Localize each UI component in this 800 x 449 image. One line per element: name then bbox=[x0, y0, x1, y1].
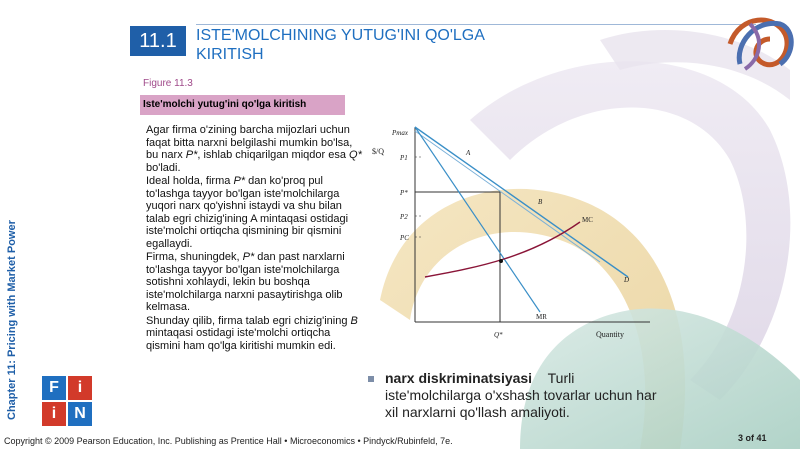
figure-caption: Iste'molchi yutug'ini qo'lga kiritish bbox=[143, 99, 307, 110]
bullet-icon bbox=[368, 376, 374, 382]
chapter-sidebar-label: Chapter 11: Pricing with Market Power bbox=[6, 220, 18, 420]
demand-label: D bbox=[624, 276, 630, 284]
mc-label: MC bbox=[582, 216, 593, 224]
definition-text: Turli iste'molchilarga o'xshash tovarlar uchun har xil narxlarni qo'llash amaliyoti. bbox=[385, 370, 657, 420]
tick-pstar: P* bbox=[400, 189, 408, 197]
logo-cell-n: N bbox=[68, 402, 92, 426]
consumer-surplus-chart bbox=[360, 122, 660, 342]
title-rule bbox=[196, 24, 756, 25]
paragraph-4: Shunday qilib, firma talab egri chizig'ining B mintaqasi ostidagi iste'molchi ortiqcha qismini ham qo'lga kiritishi mumkin edi. bbox=[146, 314, 358, 352]
tick-pc: PC bbox=[400, 234, 409, 242]
region-b-label: B bbox=[538, 198, 543, 206]
demand-line-2 bbox=[415, 131, 600, 262]
definition-bullet bbox=[368, 370, 668, 421]
slide-title-line2: KIRITISH bbox=[196, 46, 264, 63]
paragraph-2: Ideal holda, firma P* dan ko'proq pul to'lashga tayyor bo'lgan iste'molchilarga yuqori narx qo'yishni istaydi va shu bilan talab egri chizig'ining A mintaqasi ostidagi iste'molchi ortiqcha qismining bir qismini egallaydi. bbox=[146, 175, 349, 250]
tick-p1: P1 bbox=[400, 154, 408, 162]
mr-line bbox=[415, 127, 540, 312]
x-axis-label: Quantity bbox=[596, 330, 624, 339]
fin-logo bbox=[42, 376, 94, 428]
logo-cell-f: F bbox=[42, 376, 66, 400]
mr-label: MR bbox=[536, 313, 547, 321]
figure-label: Figure 11.3 bbox=[143, 78, 193, 89]
slide-title bbox=[196, 26, 616, 64]
page-number: 3 of 41 bbox=[738, 433, 767, 443]
mc-mr-intersection bbox=[499, 259, 503, 263]
paragraph-3: Firma, shuningdek, P* dan past narxlarni to'lashga tayyor bo'lgan iste'molchilarga sotishni xohlaydi, lekin bu boshqa iste'molchilarga narxni pasaytirishga olib kelmasa. bbox=[146, 251, 345, 313]
definition-term: narx diskriminatsiyasi bbox=[385, 370, 533, 386]
slide-title-line1: ISTE'MOLCHINING YUTUG'INI QO'LGA bbox=[196, 27, 485, 44]
paragraph-1: Agar firma o'zining barcha mijozlari uchun faqat bitta narxni belgilashi mumkin bo'lsa, bu narx P*, ishlab chiqarilgan miqdor esa Q* bo'ladi. bbox=[146, 124, 362, 174]
logo-cell-i1: i bbox=[68, 376, 92, 400]
mc-curve bbox=[425, 222, 580, 277]
section-number-badge: 11.1 bbox=[130, 26, 186, 56]
logo-cell-i2: i bbox=[42, 402, 66, 426]
body-text bbox=[146, 124, 366, 353]
tick-p2: P2 bbox=[400, 213, 408, 221]
demand-line bbox=[415, 127, 628, 277]
y-axis-label: $/Q bbox=[372, 147, 384, 156]
tick-pmax: Pmax bbox=[392, 129, 408, 137]
ribbon-logo-icon bbox=[720, 4, 800, 84]
footer-copyright: Copyright © 2009 Pearson Education, Inc. Publishing as Prentice Hall • Microeconomics • Pindyck/Rubinfeld, 7e. bbox=[4, 436, 453, 446]
tick-qstar: Q* bbox=[494, 331, 503, 339]
region-a-label: A bbox=[466, 149, 471, 157]
